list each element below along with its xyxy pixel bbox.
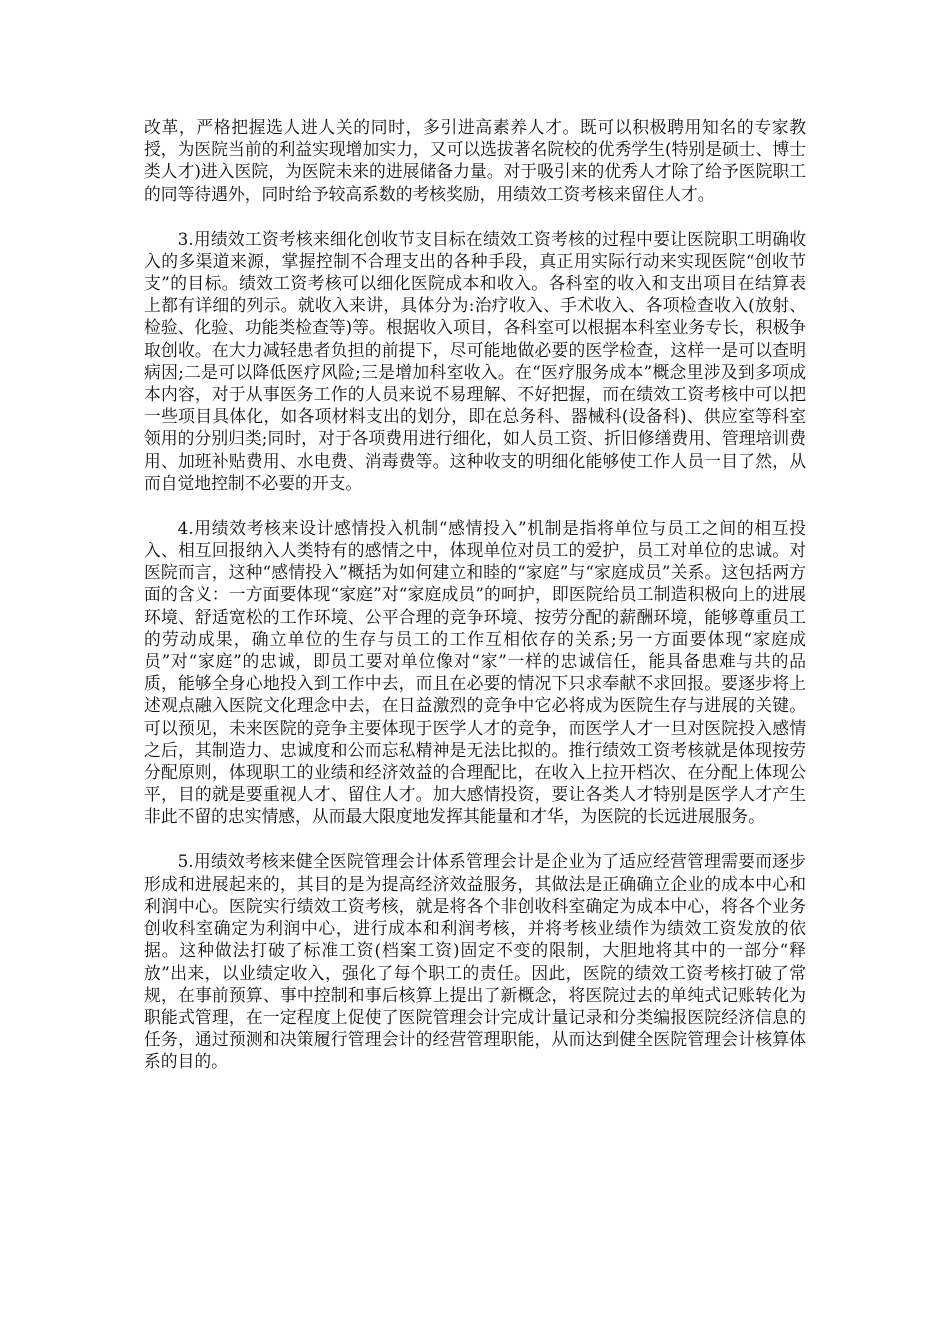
paragraph-section-5: 5.用绩效考核来健全医院管理会计体系管理会计是企业为了适应经营管理需要而逐步形成和进展起来的，其目的是为提高经济效益服务，其做法是正确确立企业的成本中心和利润中心。医院实行绩效工资考核，就是将各个非创收科室确定为成本中心，将各个业务创收科室确定为利润中心，进行成本和利润考核，并将考核业绩作为绩效工资发放的依据。这种做法打破了标准工资(档案工资)固定不变的限制，大胆地将其中的一部分“释放”出来，以业绩定收入，强化了每个职工的责任。因此，医院的绩效工资考核打破了常规，在事前预算、事中控制和事后核算上提出了新概念，将医院过去的单纯式记账转化为职能式管理，在一定程度上促使了医院管理会计完成计量记录和分类编报医院经济信息的任务，通过预测和决策履行管理会计的经营管理职能，从而达到健全医院管理会计核算体系的目的。 — [144, 851, 806, 1072]
paragraph-section-4: 4.用绩效考核来设计感情投入机制“感情投入”机制是指将单位与员工之间的相互投入、相互回报纳入人类特有的感情之中，体现单位对员工的爱护，员工对单位的忠诚。对医院而言，这种“感情投入”概括为如何建立和睦的“家庭”与“家庭成员”关系。这包括两方面的含义：一方面要体现“家庭”对“家庭成员”的呵护，即医院给员工制造积极向上的进展环境、舒适宽松的工作环境、公平合理的竞争环境、按劳分配的薪酬环境，能够尊重员工的劳动成果，确立单位的生存与员工的工作互相依存的关系;另一方面要体现“家庭成员”对“家庭”的忠诚，即员工要对单位像对“家”一样的忠诚信任，能具备患难与共的品质，能够全身心地投入到工作中去，而且在必要的情况下只求奉献不求回报。要逐步将上述观点融入医院文化理念中去，在日益激烈的竞争中它必将成为医院生存与进展的关键。可以预见，未来医院的竞争主要体现于医学人才的竞争，而医学人才一旦对医院投入感情之后，其制造力、忠诚度和公而忘私精神是无法比拟的。推行绩效工资考核就是体现按劳分配原则，体现职工的业绩和经济效益的合理配比，在收入上拉开档次、在分配上体现公平，目的就是要重视人才、留住人才。加大感情投资，要让各类人才特别是医学人才产生非此不留的忠实情感，从而最大限度地发挥其能量和才华，为医院的长远进展服务。 — [144, 517, 806, 827]
paragraph-continuation: 改革，严格把握选人进人关的同时，多引进高素养人才。既可以积极聘用知名的专家教授，为医院当前的利益实现增加实力，又可以选拔著名院校的优秀学生(特别是硕士、博士类人才)进入医院，为医院未来的进展储备力量。对于吸引来的优秀人才除了给予医院职工的同等待遇外，同时给予较高系数的考核奖励，用绩效工资考核来留住人才。 — [144, 117, 806, 204]
paragraph-section-3: 3.用绩效工资考核来细化创收节支目标在绩效工资考核的过程中要让医院职工明确收入的多渠道来源，掌握控制不合理支出的各种手段，真正用实际行动来实现医院“创收节支”的目标。绩效工资考核可以细化医院成本和收入。各科室的收入和支出项目在结算表上都有详细的列示。就收入来讲，具体分为:治疗收入、手术收入、各项检查收入(放射、检验、化验、功能类检查等)等。根据收入项目，各科室可以根据本科室业务专长，积极争取创收。在大力减轻患者负担的前提下，尽可能地做必要的医学检查，这样一是可以查明病因;二是可以降低医疗风险;三是增加科室收入。在“医疗服务成本”概念里涉及到多项成本内容，对于从事医务工作的人员来说不易理解、不好把握，而在绩效工资考核中可以把一些项目具体化，如各项材料支出的划分，即在总务科、器械科(设备科)、供应室等科室领用的分别归类;同时，对于各项费用进行细化，如人员工资、折旧修缮费用、管理培训费用、加班补贴费用、水电费、消毒费等。这种收支的明细化能够使工作人员一目了然，从而自觉地控制不必要的开支。 — [144, 228, 806, 493]
document-body — [144, 116, 806, 1095]
